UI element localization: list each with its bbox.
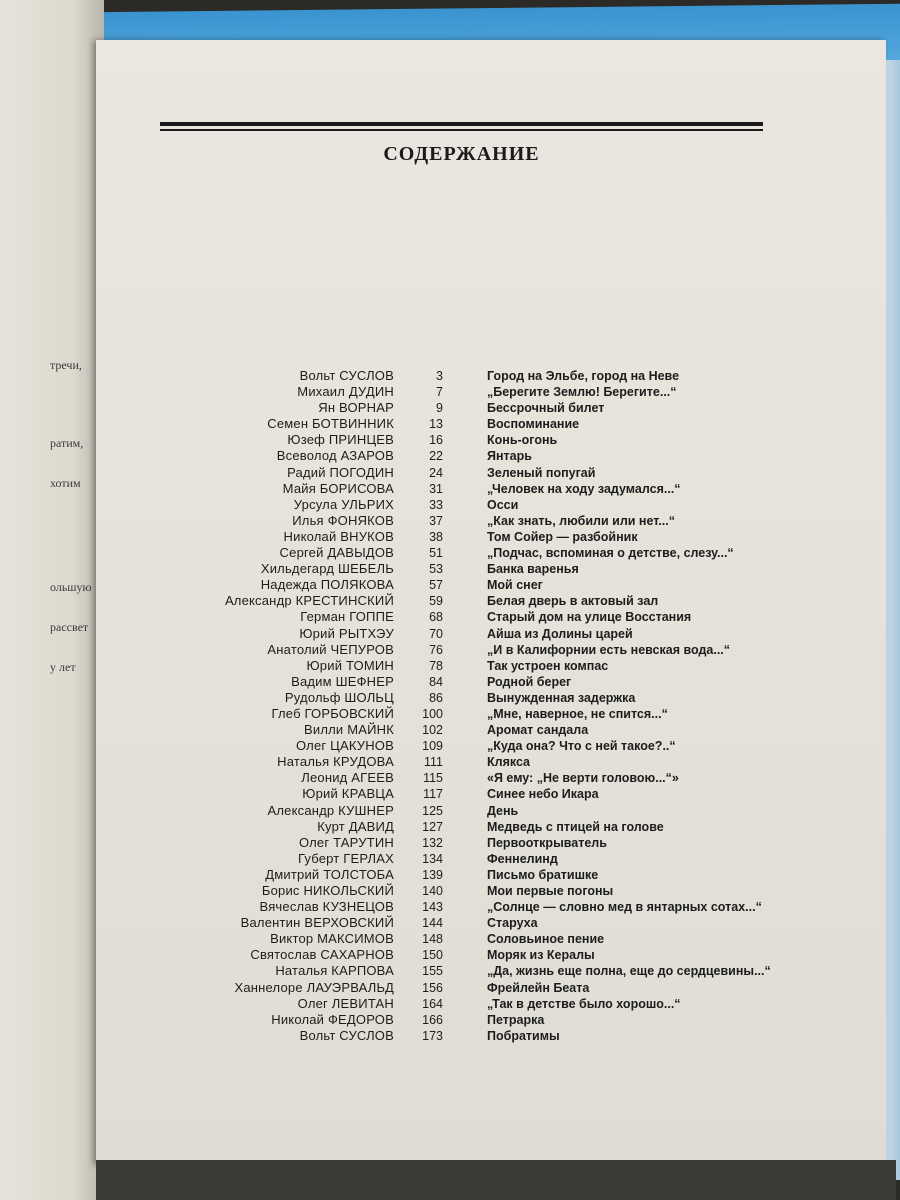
toc-entry bbox=[160, 996, 780, 1012]
toc-work-title: День bbox=[487, 803, 519, 818]
toc-work-title: Медведь с птицей на голове bbox=[487, 819, 664, 834]
toc-author: Вольт СУСЛОВ bbox=[299, 368, 394, 383]
toc-page-number: 3 bbox=[436, 369, 443, 383]
toc-page-number: 125 bbox=[422, 803, 443, 818]
toc-work-title: Город на Эльбе, город на Неве bbox=[487, 369, 680, 383]
toc-entry bbox=[160, 851, 780, 867]
toc-page-number: 59 bbox=[429, 594, 443, 609]
toc-work-title: Родной берег bbox=[487, 674, 572, 689]
toc-author: Вилли МАЙНК bbox=[304, 722, 394, 738]
toc-page-number: 38 bbox=[429, 529, 443, 544]
toc-entry bbox=[160, 883, 780, 899]
toc-work-title: Том Сойер — разбойник bbox=[487, 529, 638, 544]
toc-entry bbox=[160, 690, 780, 706]
toc-page-number: 57 bbox=[429, 578, 443, 593]
toc-author: Глеб ГОРБОВСКИЙ bbox=[271, 705, 394, 721]
toc-entry bbox=[160, 706, 780, 722]
left-page-fragment: ольшую bbox=[50, 580, 92, 594]
toc-page-number: 86 bbox=[429, 690, 443, 705]
toc-page-number: 144 bbox=[422, 916, 443, 931]
toc-page-number: 7 bbox=[436, 385, 443, 400]
toc-author: Хильдегард ШЕБЕЛЬ bbox=[260, 561, 394, 577]
toc-page-number: 143 bbox=[422, 900, 443, 915]
left-page-fragment: хотим bbox=[50, 476, 81, 490]
toc-entry bbox=[160, 1028, 780, 1044]
toc-author: Ханнелоре ЛАУЭРВАЛЬД bbox=[234, 979, 394, 995]
toc-work-title: Синее небо Икара bbox=[487, 787, 599, 802]
toc-author: Всеволод АЗАРОВ bbox=[276, 448, 394, 464]
toc-author: Юрий КРАВЦА bbox=[302, 786, 394, 802]
toc-entry bbox=[160, 561, 780, 577]
toc-entry bbox=[160, 642, 780, 658]
toc-work-title: Банка варенья bbox=[487, 562, 579, 577]
toc-author: Наталья КРУДОВА bbox=[277, 754, 394, 770]
toc-author: Илья ФОНЯКОВ bbox=[292, 512, 394, 528]
toc-author: Дмитрий ТОЛСТОБА bbox=[265, 866, 394, 882]
toc-author: Леонид АГЕЕВ bbox=[301, 770, 394, 786]
page-title: СОДЕРЖАНИЕ bbox=[383, 143, 540, 165]
toc-work-title: Клякса bbox=[487, 755, 531, 770]
toc-work-title: Старуха bbox=[487, 916, 538, 931]
toc-work-title: Мой снег bbox=[487, 578, 543, 593]
toc-page-number: 16 bbox=[429, 433, 443, 448]
toc-work-title: Первооткрыватель bbox=[487, 835, 607, 850]
toc-work-title: „Берегите Землю! Берегите...“ bbox=[487, 385, 677, 400]
toc-entry bbox=[160, 738, 780, 754]
left-page-fragment: у лет bbox=[50, 660, 76, 674]
toc-work-title: Зеленый попугай bbox=[487, 465, 596, 480]
toc-entry bbox=[160, 416, 780, 432]
toc-author: Святослав САХАРНОВ bbox=[250, 947, 394, 963]
table-of-contents bbox=[160, 368, 780, 1044]
toc-work-title: Старый дом на улице Восстания bbox=[487, 610, 692, 625]
toc-entry bbox=[160, 963, 780, 979]
toc-entry bbox=[160, 803, 780, 819]
toc-page-number: 70 bbox=[429, 626, 443, 641]
toc-author: Николай ВНУКОВ bbox=[283, 528, 394, 544]
toc-page-number: 100 bbox=[422, 706, 443, 721]
toc-entry bbox=[160, 448, 780, 464]
toc-entry bbox=[160, 835, 780, 851]
toc-work-title: Мои первые погоны bbox=[487, 884, 614, 898]
toc-entry bbox=[160, 931, 780, 947]
toc-author: Губерт ГЕРЛАХ bbox=[298, 850, 394, 866]
left-page bbox=[0, 0, 104, 1200]
toc-entry bbox=[160, 867, 780, 883]
toc-page-number: 31 bbox=[429, 481, 443, 496]
toc-author: Наталья КАРПОВА bbox=[275, 963, 394, 979]
toc-entry bbox=[160, 626, 780, 642]
toc-entry bbox=[160, 368, 780, 384]
toc-author: Надежда ПОЛЯКОВА bbox=[260, 577, 394, 593]
toc-author: Николай ФЕДОРОВ bbox=[271, 1011, 394, 1027]
toc-page-number: 68 bbox=[429, 610, 443, 625]
toc-author: Александр КУШНЕР bbox=[267, 802, 394, 818]
toc-page-number: 33 bbox=[429, 497, 443, 512]
toc-entry bbox=[160, 481, 780, 497]
toc-author: Вячеслав КУЗНЕЦОВ bbox=[259, 899, 394, 915]
toc-author: Радий ПОГОДИН bbox=[287, 464, 394, 480]
toc-work-title: Айша из Долины царей bbox=[487, 626, 633, 641]
title-rule-thick bbox=[160, 122, 763, 126]
toc-work-title: Соловьиное пение bbox=[487, 932, 605, 947]
toc-work-title: „И в Калифорнии есть невская вода...“ bbox=[487, 642, 731, 657]
toc-work-title: Феннелинд bbox=[487, 851, 558, 866]
toc-page-number: 84 bbox=[429, 674, 443, 689]
toc-page-number: 51 bbox=[429, 546, 443, 561]
toc-author: Ян ВОРНАР bbox=[318, 400, 394, 416]
toc-author: Юрий ТОМИН bbox=[306, 657, 394, 673]
toc-page-number: 166 bbox=[422, 1012, 443, 1027]
toc-work-title: «Я ему: „Не верти головою...“» bbox=[487, 771, 679, 786]
toc-work-title: Петрарка bbox=[487, 1012, 545, 1027]
toc-work-title: Моряк из Кералы bbox=[487, 948, 595, 963]
toc-entry bbox=[160, 899, 780, 915]
toc-work-title: „Мне, наверное, не спится...“ bbox=[487, 706, 668, 721]
left-page-fragment: ратим, bbox=[50, 436, 84, 450]
toc-work-title: Так устроен компас bbox=[487, 658, 609, 673]
toc-author: Олег ЛЕВИТАН bbox=[297, 995, 394, 1011]
toc-author: Майя БОРИСОВА bbox=[282, 480, 394, 496]
toc-page-number: 13 bbox=[429, 417, 443, 432]
toc-entry bbox=[160, 384, 780, 400]
toc-page-number: 132 bbox=[422, 835, 443, 850]
toc-page-number: 111 bbox=[423, 755, 443, 770]
toc-entry bbox=[160, 915, 780, 931]
toc-entry bbox=[160, 497, 780, 513]
toc-entry bbox=[160, 465, 780, 481]
toc-entry bbox=[160, 609, 780, 625]
title-rule-thin bbox=[160, 129, 763, 131]
toc-author: Олег ЦАКУНОВ bbox=[296, 738, 394, 754]
toc-page-number: 134 bbox=[422, 851, 443, 866]
toc-work-title: „Человек на ходу задумался...“ bbox=[487, 481, 681, 496]
toc-author: Анатолий ЧЕПУРОВ bbox=[267, 641, 394, 657]
toc-entry bbox=[160, 722, 780, 738]
toc-page-number: 173 bbox=[422, 1028, 443, 1043]
toc-entry bbox=[160, 980, 780, 996]
toc-author: Вадим ШЕФНЕР bbox=[291, 673, 394, 689]
toc-page-number: 24 bbox=[429, 465, 443, 480]
toc-author: Герман ГОППЕ bbox=[300, 609, 394, 625]
toc-work-title: Янтарь bbox=[487, 449, 532, 464]
toc-page-number: 76 bbox=[429, 642, 443, 657]
toc-work-title: Письмо братишке bbox=[487, 867, 599, 882]
toc-author: Валентин ВЕРХОВСКИЙ bbox=[240, 915, 394, 931]
toc-author: Борис НИКОЛЬСКИЙ bbox=[261, 883, 394, 898]
toc-entry bbox=[160, 400, 780, 416]
left-page-fragment: рассвет bbox=[50, 620, 89, 634]
toc-work-title: Бессрочный билет bbox=[487, 401, 605, 416]
toc-page-number: 148 bbox=[422, 932, 443, 947]
toc-work-title: Осси bbox=[487, 497, 519, 512]
toc-page-number: 109 bbox=[422, 739, 443, 754]
toc-author: Урсула УЛЬРИХ bbox=[293, 496, 394, 512]
toc-work-title: Побратимы bbox=[487, 1028, 560, 1043]
toc-author: Виктор МАКСИМОВ bbox=[270, 931, 394, 947]
toc-author: Семен БОТВИННИК bbox=[267, 416, 394, 432]
toc-entry bbox=[160, 432, 780, 448]
toc-page-number: 117 bbox=[423, 787, 443, 802]
toc-entry bbox=[160, 513, 780, 529]
toc-author: Вольт СУСЛОВ bbox=[299, 1027, 394, 1043]
toc-author: Юзеф ПРИНЦЕВ bbox=[287, 432, 394, 448]
toc-author: Курт ДАВИД bbox=[317, 818, 394, 834]
toc-work-title: „Куда она? Что с ней такое?..“ bbox=[487, 739, 676, 754]
toc-page-number: 22 bbox=[429, 449, 443, 464]
toc-author: Рудольф ШОЛЬЦ bbox=[284, 689, 394, 705]
toc-entry bbox=[160, 545, 780, 561]
toc-page-number: 164 bbox=[422, 996, 443, 1011]
toc-entry bbox=[160, 529, 780, 545]
toc-page-number: 115 bbox=[423, 771, 443, 786]
toc-work-title: „Солнце — словно мед в янтарных сотах...“ bbox=[487, 900, 762, 915]
table-surface bbox=[96, 1160, 896, 1200]
toc-work-title: Конь-огонь bbox=[487, 433, 558, 448]
toc-page-number: 139 bbox=[422, 867, 443, 882]
toc-page-number: 78 bbox=[429, 658, 443, 673]
toc-entry bbox=[160, 577, 780, 593]
toc-entry bbox=[160, 947, 780, 963]
toc-entry bbox=[160, 770, 780, 786]
toc-work-title: „Так в детстве было хорошо...“ bbox=[487, 996, 681, 1011]
toc-entry bbox=[160, 1012, 780, 1028]
toc-author: Юрий РЫТХЭУ bbox=[299, 625, 394, 641]
toc-entry bbox=[160, 593, 780, 609]
toc-author: Михаил ДУДИН bbox=[297, 384, 394, 400]
toc-entry bbox=[160, 658, 780, 674]
toc-author: Олег ТАРУТИН bbox=[298, 834, 394, 850]
toc-page-number: 53 bbox=[429, 562, 443, 577]
toc-work-title: Аромат сандала bbox=[487, 723, 589, 738]
toc-page-number: 140 bbox=[422, 884, 443, 898]
toc-work-title: „Как знать, любили или нет...“ bbox=[487, 513, 675, 528]
toc-entry bbox=[160, 754, 780, 770]
toc-work-title: Воспоминание bbox=[487, 417, 580, 432]
toc-work-title: „Да, жизнь еще полна, еще до сердцевины...“ bbox=[487, 964, 771, 979]
toc-page-number: 156 bbox=[422, 980, 443, 995]
toc-work-title: Белая дверь в актовый зал bbox=[487, 594, 659, 609]
toc-entry bbox=[160, 786, 780, 802]
toc-page-number: 127 bbox=[422, 819, 443, 834]
left-page-fragment: тречи, bbox=[50, 358, 82, 372]
toc-work-title: Фрейлейн Беата bbox=[487, 980, 590, 995]
toc-page-number: 9 bbox=[436, 401, 443, 416]
toc-author: Александр КРЕСТИНСКИЙ bbox=[224, 593, 394, 609]
toc-work-title: Вынужденная задержка bbox=[487, 690, 636, 705]
toc-page-number: 37 bbox=[429, 513, 443, 528]
toc-page-number: 102 bbox=[422, 723, 443, 738]
toc-work-title: „Подчас, вспоминая о детстве, слезу...“ bbox=[487, 546, 734, 561]
toc-author: Сергей ДАВЫДОВ bbox=[279, 545, 394, 561]
toc-page-number: 150 bbox=[422, 948, 443, 963]
toc-entry bbox=[160, 674, 780, 690]
toc-page-number: 155 bbox=[422, 964, 443, 979]
toc-entry bbox=[160, 819, 780, 835]
